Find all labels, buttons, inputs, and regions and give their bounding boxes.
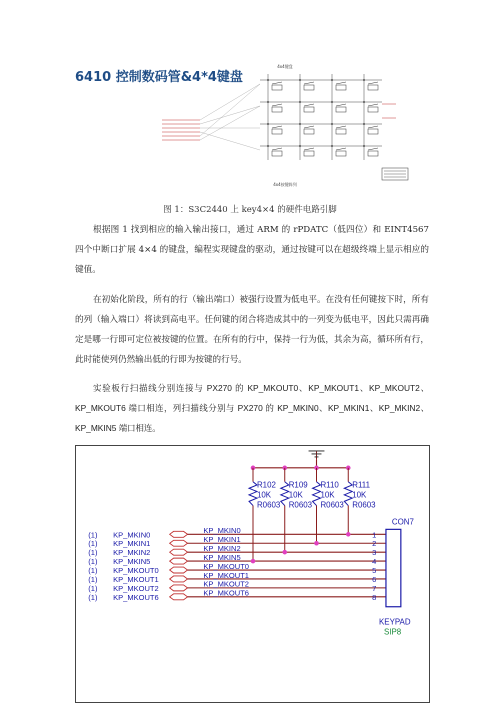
- port-label: KP_MKIN5: [113, 557, 151, 567]
- offpage-connector: [170, 558, 188, 564]
- paragraph-3: 实验板行扫描线分别连接与 PX270 的 KP_MKOUT0、KP_MKOUT1、KP_MKOUT2、KP_MKOUT6 端口相连，列扫描线分别与 PX270 的 KP_MKIN0、KP_MKIN1、KP_MKIN2、KP_MKIN5 端口相连。: [75, 383, 429, 433]
- junction-node: [282, 550, 287, 555]
- sheet-ref: (1): [88, 592, 98, 602]
- offpage-connector: [170, 531, 188, 537]
- connector-type: SIP8: [383, 627, 402, 637]
- net-label: KP_MKOUT6: [203, 588, 250, 598]
- sheet-ref: (1): [88, 548, 98, 558]
- pin-number: 2: [372, 539, 377, 549]
- connector-con7: [379, 517, 414, 636]
- net-label: KP_MKIN0: [203, 526, 241, 536]
- sheet-ref: (1): [88, 539, 98, 549]
- net-label: KP_MKOUT2: [203, 579, 250, 589]
- resistor-package: R0603: [352, 500, 376, 510]
- junction-node: [251, 559, 256, 564]
- figure2-keypad-connector-schematic: [75, 445, 430, 703]
- resistor-package: R0603: [320, 500, 344, 510]
- resistor-value: 10K: [256, 490, 272, 500]
- resistor-r110: [313, 466, 345, 544]
- junction-node: [314, 541, 319, 546]
- net-label: KP_MKOUT0: [203, 561, 250, 571]
- pin-number: 8: [372, 592, 377, 602]
- port-label: KP_MKOUT0: [113, 566, 159, 576]
- resistor-ref: R111: [352, 480, 370, 490]
- offpage-connector: [170, 576, 188, 582]
- resistor-r102: [249, 466, 281, 562]
- port-label: KP_MKOUT6: [113, 592, 159, 602]
- offpage-connector: [170, 549, 188, 555]
- resistor-value: 10K: [320, 490, 335, 500]
- pin-number: 6: [372, 574, 377, 584]
- net-label: KP_MKIN5: [203, 552, 241, 562]
- connector-name: KEYPAD: [379, 617, 411, 627]
- offpage-connector: [170, 540, 188, 546]
- pin-number: 7: [372, 583, 377, 593]
- junction-node: [346, 532, 351, 537]
- port-label: KP_MKIN1: [113, 539, 151, 549]
- resistor-ref: R110: [320, 480, 339, 490]
- resistor-value: 10K: [352, 490, 367, 500]
- resistor-package: R0603: [256, 500, 281, 510]
- resistor-r111: [344, 466, 376, 535]
- offpage-connector: [170, 585, 188, 591]
- pin-number: 5: [372, 566, 377, 576]
- figure1-top-label: 4x4键盘: [277, 64, 293, 69]
- ground-symbol: [309, 451, 325, 460]
- figure1-caption: 图 1：S3C2440 上 key4×4 的硬件电路引脚: [163, 205, 337, 215]
- port-label: KP_MKIN2: [113, 548, 151, 558]
- keypad-switch-grid: [162, 74, 408, 180]
- connector-ref: CON7: [391, 517, 414, 527]
- offpage-connector: [170, 594, 188, 600]
- sheet-ref: (1): [88, 583, 98, 593]
- net-label: KP_MKIN1: [203, 535, 241, 545]
- resistor-r109: [281, 466, 313, 553]
- figure1-keypad-schematic: [160, 60, 410, 190]
- port-label: KP_MKOUT2: [113, 583, 159, 593]
- resistor-ref: R109: [288, 480, 308, 490]
- resistor-package: R0603: [288, 500, 313, 510]
- figure1-bottom-label: 4x4按键阵列: [273, 182, 297, 187]
- paragraph-1: 根据图 1 找到相应的输入输出接口，通过 ARM 的 rPDATC（低四位）和 EINT4567 四个中断口扩展 4×4 的键盘，编程实现键盘的驱动，通过按键可以在超级终端上显示相应的键值。: [75, 225, 429, 275]
- sheet-ref: (1): [88, 566, 98, 576]
- sheet-ref: (1): [88, 530, 98, 540]
- net-label: KP_MKOUT1: [203, 570, 250, 580]
- resistor-ref: R102: [256, 480, 276, 490]
- schematic-elements: [88, 460, 386, 602]
- pin-number: 4: [372, 557, 377, 567]
- page-title: 6410 控制数码管&4*4键盘: [75, 70, 243, 85]
- port-label: KP_MKIN0: [113, 530, 151, 540]
- pin-number: 3: [372, 548, 377, 558]
- resistor-value: 10K: [288, 490, 303, 500]
- sheet-ref: (1): [88, 557, 98, 567]
- port-label: KP_MKOUT1: [113, 574, 159, 584]
- net-label: KP_MKIN2: [203, 543, 241, 553]
- sheet-ref: (1): [88, 574, 98, 584]
- offpage-connector: [170, 567, 188, 573]
- pin-number: 1: [372, 530, 377, 540]
- paragraph-2: 在初始化阶段，所有的行（输出端口）被强行设置为低电平。在没有任何键按下时，所有的列（输入端口）将读到高电平。任何键的闭合将造成其中的一列变为低电平，因此只需再确定是哪一行即可定位被按键的位置。在所有的行中，保持一行为低，其余为高，循环所有行，此时能使列仍然输出低的行即为按键的行号。: [75, 295, 429, 365]
